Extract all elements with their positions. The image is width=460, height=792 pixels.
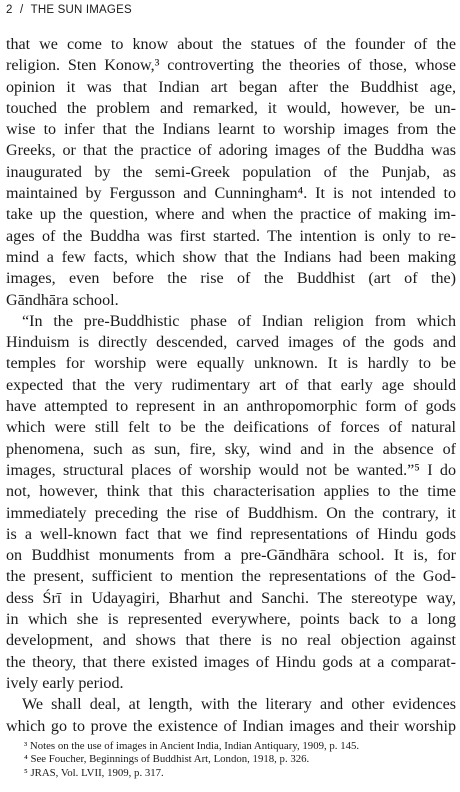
text-line: phenomena, such as sun, fire, sky, wind and in the absence of <box>6 440 456 458</box>
footnotes <box>6 740 456 780</box>
text-line: expected that the very rudimentary art of that early age should <box>6 376 456 394</box>
text-line: wise to infer that the Indians learnt to worship images from the <box>6 121 456 139</box>
text-line: images, structural places of worship would not be wanted.”⁵ I do <box>6 461 456 479</box>
text-line: dess Śrī in Udayagiri, Bharhut and Sanchi. The stereotype way, <box>6 589 456 607</box>
text-line: maintained by Fergusson and Cunningham⁴. It is not intended to <box>6 185 456 203</box>
text-line: immediately preceding the rise of Buddhism. On the contrary, it <box>6 504 456 522</box>
text-line: temples for worship were equally unknown. It is hardly to be <box>6 355 456 373</box>
text-line: which were still felt to be the deifications of forces of natural <box>6 419 456 437</box>
text-line: Gāndhāra school. <box>6 291 119 309</box>
text-line: take up the question, where and when the practice of making im- <box>6 206 456 224</box>
text-line: not, however, think that this characterisation applies to the time <box>6 483 456 501</box>
text-line: religion. Sten Konow,³ controverting the theories of those, whose <box>6 57 456 75</box>
footnote: ⁴ See Foucher, Beginnings of Buddhist Art, London, 1918, p. 326. <box>24 753 310 766</box>
text-line: inaugurated by the semi-Greek population of the Punjab, as <box>6 163 456 181</box>
text-line: ages of the Buddha was first started. The intention is only to re- <box>6 227 456 245</box>
text-line: Greeks, or that the practice of adoring images of the Buddha was <box>6 142 456 160</box>
text-line: development, and shows that there is no real objection against <box>6 632 456 650</box>
text-line: the present, sufficient to mention the representations of the God- <box>6 568 456 586</box>
text-line: on Buddhist monuments from a pre-Gāndhāra school. It is, for <box>6 547 456 565</box>
text-line: Hinduism is directly descended, carved images of the gods and <box>6 334 456 352</box>
text-line: “In the pre-Buddhistic phase of Indian religion from which <box>22 312 456 330</box>
text-line: mind a few facts, which show that the Indians had been making <box>6 248 456 266</box>
running-head <box>6 4 136 16</box>
text-line: opinion it was that Indian art began after the Buddhist age, <box>6 78 456 96</box>
text-line: the theory, that there existed images of Hindu gods at a comparat- <box>6 653 456 671</box>
text-line: images, even before the rise of the Buddhist (art of the) <box>6 270 456 288</box>
footnote: ³ Notes on the use of images in Ancient India, Indian Antiquary, 1909, p. 145. <box>24 740 360 752</box>
page-number: 2 <box>6 4 13 16</box>
text-line: which go to prove the existence of Indian images and their worship <box>6 717 456 735</box>
header-separator: / <box>20 4 24 16</box>
text-line: that we come to know about the statues of the founder of the <box>6 36 456 53</box>
text-line: have attempted to represent in an anthropomorphic form of gods <box>6 398 456 416</box>
book-title: THE SUN IMAGES <box>30 4 132 16</box>
text-line: is a well-known fact that we find representations of Hindu gods <box>6 525 456 543</box>
body-text <box>6 34 456 737</box>
text-line: in which she is represented everywhere, points back to a long <box>6 611 456 629</box>
text-line: touched the problem and remarked, it would, however, be un- <box>6 99 456 117</box>
text-line: ively early period. <box>6 674 124 692</box>
text-line: We shall deal, at length, with the literary and other evidences <box>22 696 456 714</box>
footnote: ⁵ JRAS, Vol. LVII, 1909, p. 317. <box>24 766 164 779</box>
